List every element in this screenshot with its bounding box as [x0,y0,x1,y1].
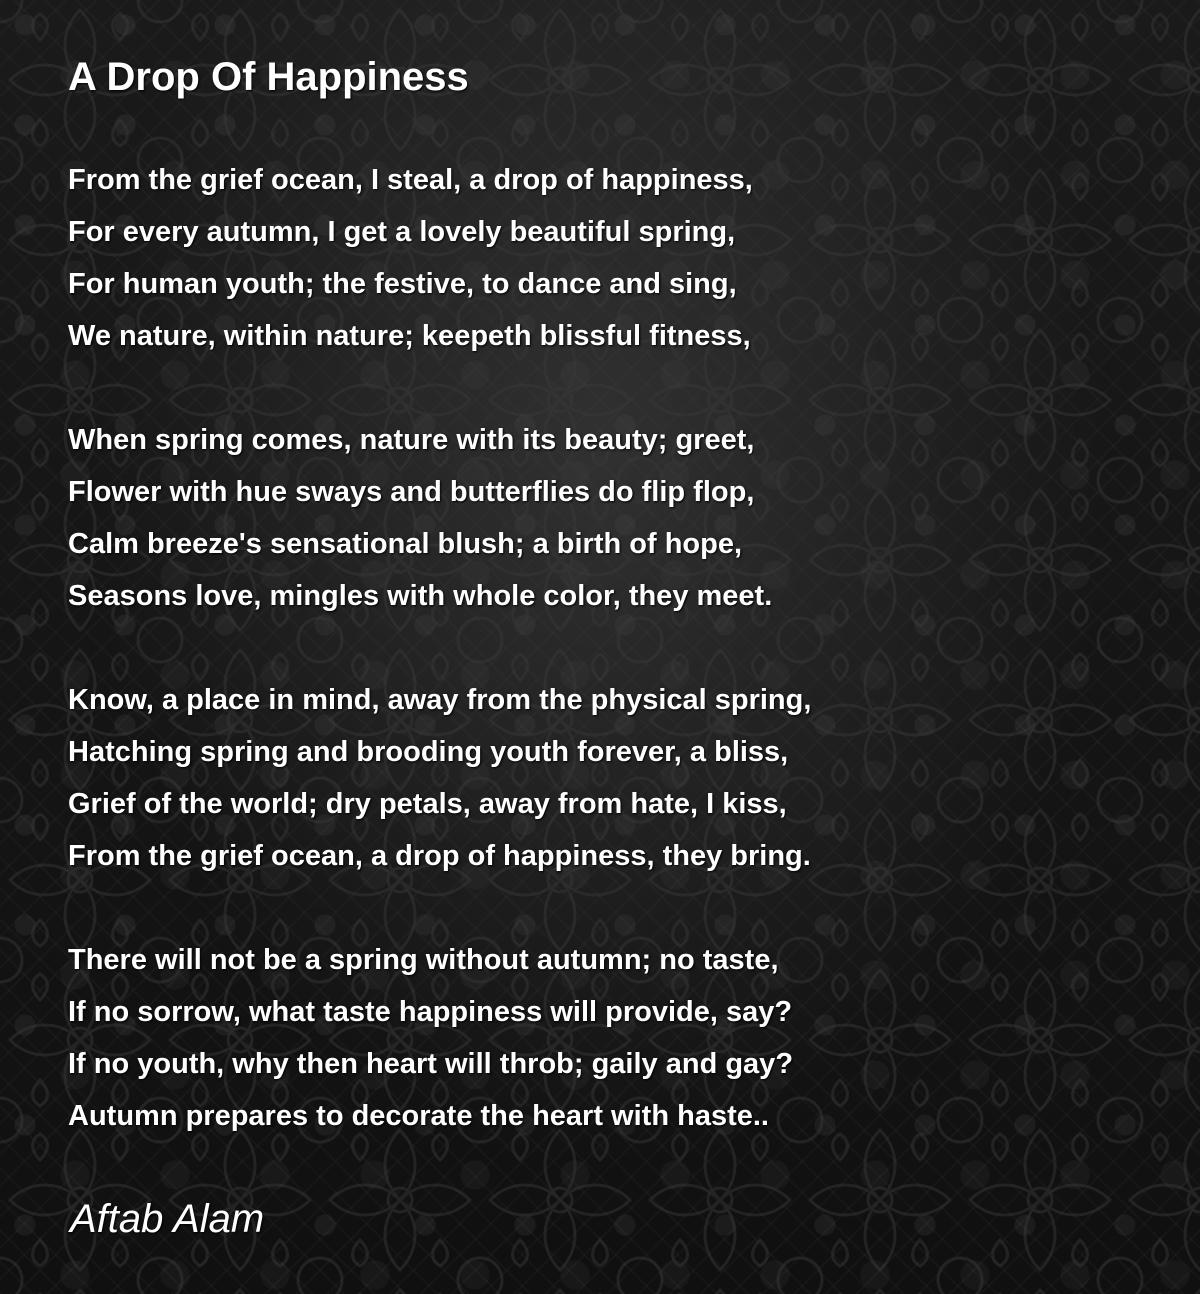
poem-line: Flower with hue sways and butterflies do flip flop, [68,476,755,508]
poem-line: For every autumn, I get a lovely beautiful spring, [68,216,736,248]
poem-author: Aftab Alam [70,1197,265,1241]
stanza [68,674,811,882]
poem-line: When spring comes, nature with its beauty; greet, [68,424,755,456]
poem-line: If no youth, why then heart will throb; gaily and gay? [68,1048,794,1080]
stanza [68,934,811,1142]
poem-body [68,154,811,1194]
poem-line: Grief of the world; dry petals, away from hate, I kiss, [68,788,787,820]
poem-line: Know, a place in mind, away from the physical spring, [68,684,812,716]
poem-line: Seasons love, mingles with whole color, they meet. [68,580,773,612]
poem-title: A Drop Of Happiness [68,55,469,99]
poem-line: There will not be a spring without autumn; no taste, [68,944,779,976]
poem-line: Hatching spring and brooding youth forever, a bliss, [68,736,789,768]
stanza [68,154,811,362]
poem-line: We nature, within nature; keepeth blissful fitness, [68,320,751,352]
poem-line: If no sorrow, what taste happiness will provide, say? [68,996,793,1028]
poem-line: From the grief ocean, I steal, a drop of happiness, [68,164,753,196]
poem-line: For human youth; the festive, to dance and sing, [68,268,737,300]
poem-line: Autumn prepares to decorate the heart with haste.. [68,1100,769,1132]
poem-line: From the grief ocean, a drop of happiness, they bring. [68,840,811,872]
stanza [68,414,811,622]
poem-line: Calm breeze's sensational blush; a birth of hope, [68,528,743,560]
